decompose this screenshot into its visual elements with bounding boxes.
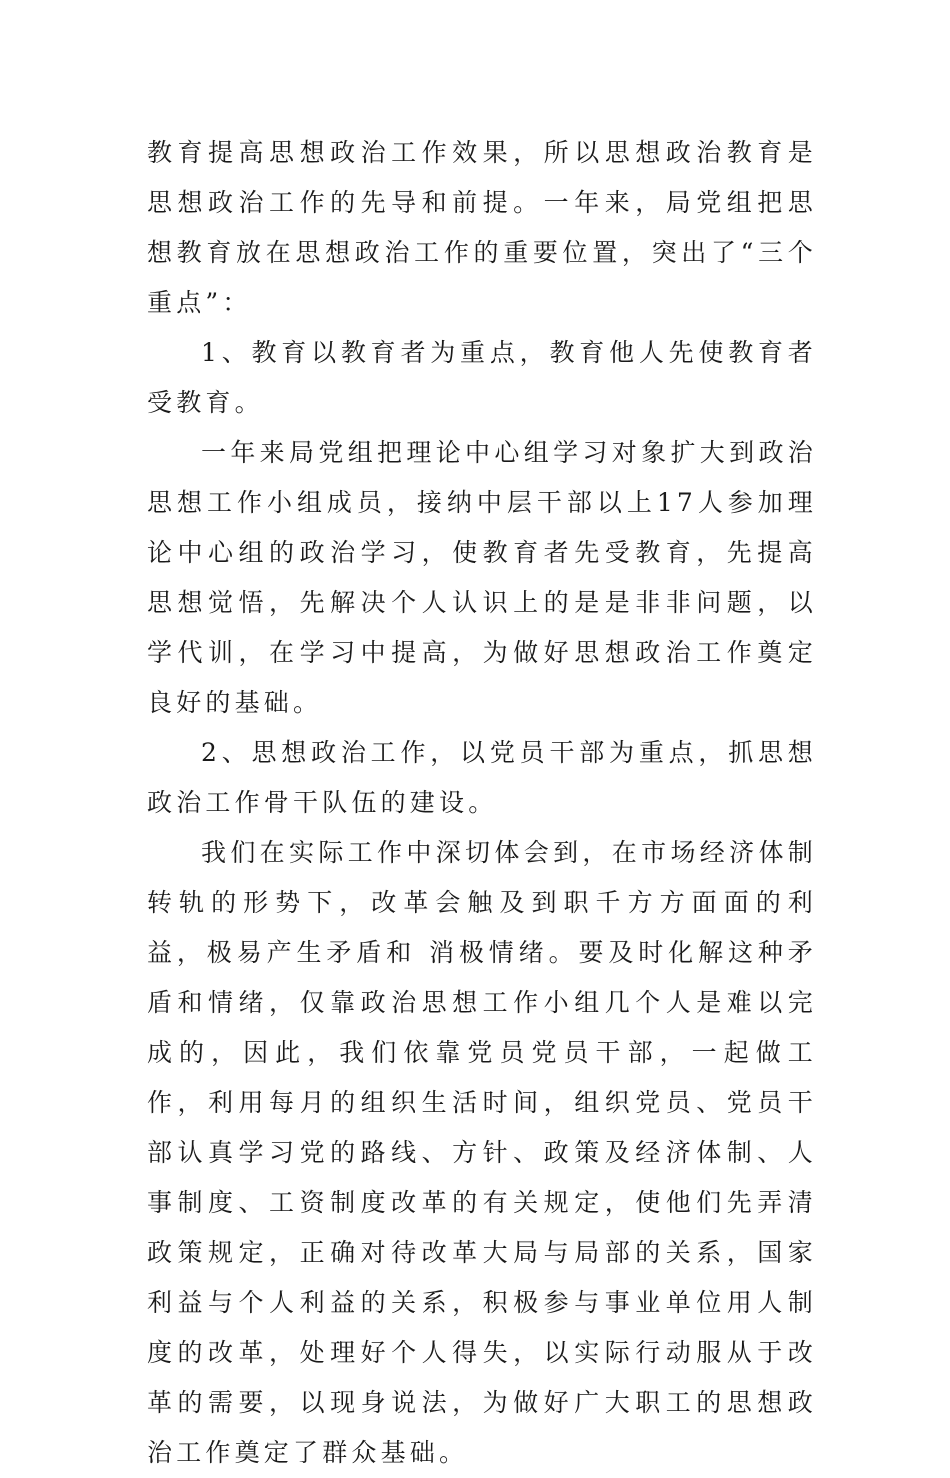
document-body bbox=[147, 128, 817, 1478]
paragraph-point-2: 2、思想政治工作，以党员干部为重点，抓思想政治工作骨干队伍的建设。 bbox=[147, 738, 817, 817]
paragraph-intro: 教育提高思想政治工作效果，所以思想政治教育是思想政治工作的先导和前提。一年来，局党组把思想教育放在思想政治工作的重要位置，突出了“三个重点”： bbox=[147, 138, 817, 317]
paragraph-point-2-detail: 我们在实际工作中深切体会到，在市场经济体制转轨的形势下，改革会触及到职千方方面面的利益，极易产生矛盾和 消极情绪。要及时化解这种矛盾和情绪，仅靠政治思想工作小组几个人是难以完成的，因此，我们依靠党员党员干部，一起做工作，利用每月的组织生活时间，组织党员、党员干部认真学习党的路线、方针、政策及经济体制、人事制度、工资制度改革的有关规定，使他们先弄清政策规定，正确对待改革大局与局部的关系，国家利益与个人利益的关系，积极参与事业单位用人制度的改革，处理好个人得失，以实际行动服从于改革的需要，以现身说法，为做好广大职工的思想政治工作奠定了群众基础。 bbox=[147, 838, 817, 1467]
paragraph-point-1: 1、教育以教育者为重点，教育他人先使教育者受教育。 bbox=[147, 338, 817, 417]
paragraph-point-1-detail: 一年来局党组把理论中心组学习对象扩大到政治思想工作小组成员，接纳中层干部以上17人参加理论中心组的政治学习，使教育者先受教育，先提高思想觉悟，先解决个人认识上的是是非非问题，以学代训，在学习中提高，为做好思想政治工作奠定良好的基础。 bbox=[147, 438, 817, 717]
